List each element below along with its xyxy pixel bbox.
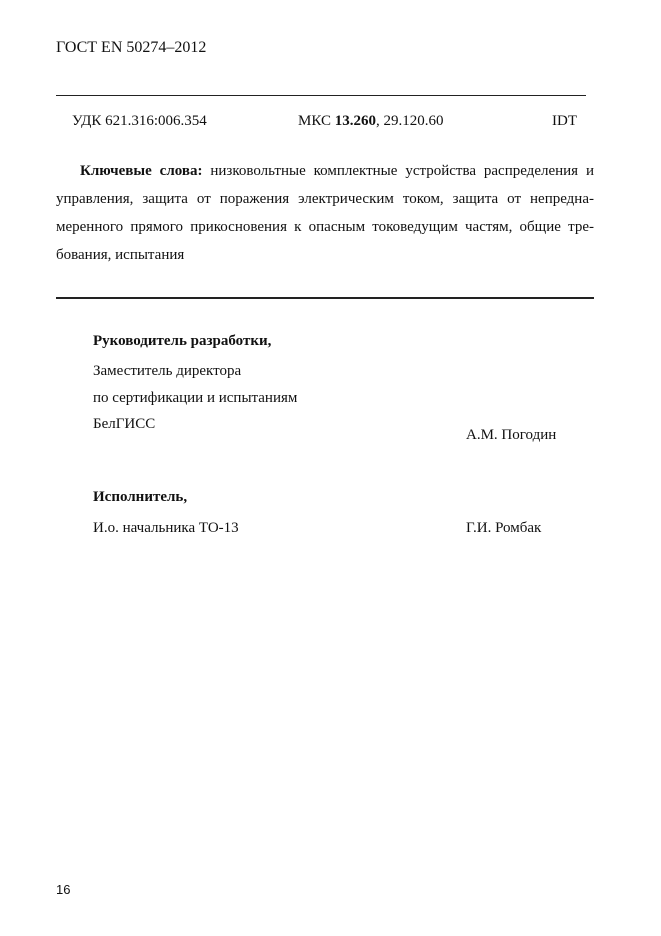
head-title: Руководитель разработки, (93, 333, 272, 349)
mks-prefix: МКС (298, 113, 335, 129)
mks-code (298, 113, 443, 130)
header-divider (56, 95, 586, 96)
keywords-line (80, 163, 594, 180)
mks-secondary: , 29.120.60 (375, 113, 444, 129)
keywords-line: бования, испытания (56, 247, 185, 263)
executor-position: И.о. начальника ТО-13 (93, 520, 239, 536)
head-position-line: Заместитель директора (93, 363, 242, 379)
idt-label: IDT (552, 113, 577, 129)
standard-header: ГОСТ EN 50274–2012 (56, 39, 207, 56)
keywords-text: низковольтные комплектные устройства распределения и (202, 163, 594, 179)
page-number: 16 (56, 882, 71, 897)
executor-name: Г.И. Ромбак (466, 520, 542, 536)
section-divider (56, 297, 594, 299)
head-organization: БелГИСС (93, 416, 156, 432)
mks-primary: 13.260 (334, 113, 376, 129)
head-name: А.М. Погодин (466, 427, 557, 443)
keywords-line: меренного прямого прикосновения к опасным токоведущим частям, общие тре- (56, 219, 594, 235)
keywords-line: управления, защита от поражения электрическим током, защита от непредна- (56, 191, 594, 207)
udk-code: УДК 621.316:006.354 (72, 113, 207, 129)
head-position-line: по сертификации и испытаниям (93, 390, 298, 406)
keywords-label: Ключевые слова: (80, 163, 203, 179)
executor-title: Исполнитель, (93, 489, 188, 505)
